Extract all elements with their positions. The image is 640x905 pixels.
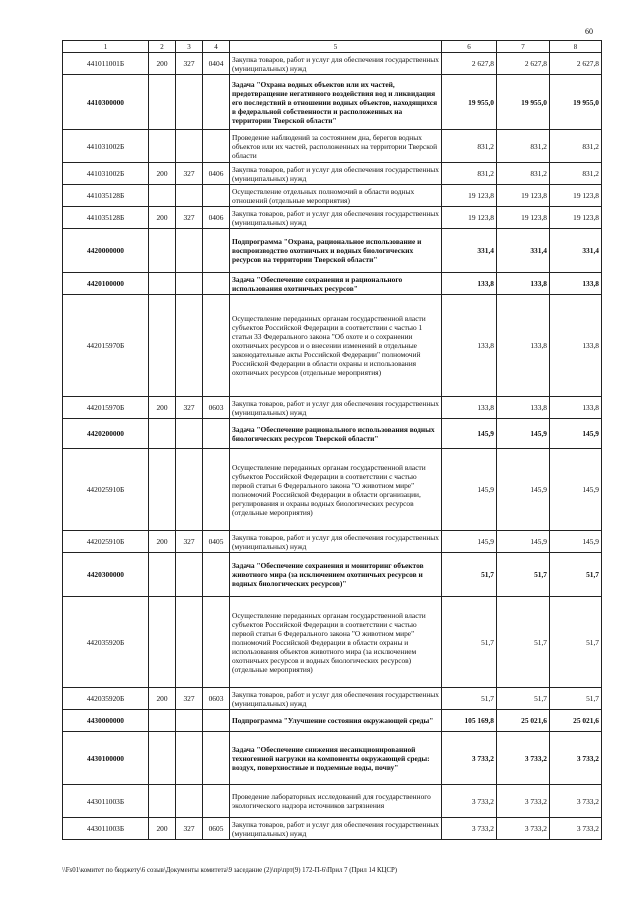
row-name-cell: Осуществление отдельных полномочий в области водных отношений (отдельные мероприятия) xyxy=(230,185,442,207)
row-name-cell: Подпрограмма "Улучшение состояния окружающей среды" xyxy=(230,710,442,732)
row-amount-col8: 145,9 xyxy=(550,449,602,531)
row-col3-cell xyxy=(176,185,203,207)
header-cell: 8 xyxy=(550,41,602,53)
row-amount-col7: 133,8 xyxy=(497,273,550,295)
row-amount-col8: 19 123,8 xyxy=(550,185,602,207)
row-amount-col7: 19 955,0 xyxy=(497,75,550,130)
row-col2-cell: 200 xyxy=(149,163,176,185)
row-name-cell: Проведение лабораторных исследований для государственного экологического надзора источников загрязнения xyxy=(230,785,442,818)
row-col2-cell xyxy=(149,75,176,130)
row-col3-cell xyxy=(176,295,203,397)
row-col4-cell xyxy=(203,419,230,449)
table-row xyxy=(63,710,602,732)
row-amount-col8: 331,4 xyxy=(550,229,602,273)
row-amount-col8: 19 123,8 xyxy=(550,207,602,229)
row-code-cell: 441035128Б xyxy=(63,207,149,229)
row-amount-col6: 133,8 xyxy=(442,273,497,295)
row-col4-cell xyxy=(203,785,230,818)
row-name-cell: Задача "Обеспечение рационального использования водных биологических ресурсов Тверской области" xyxy=(230,419,442,449)
row-amount-col7: 831,2 xyxy=(497,163,550,185)
row-col4-cell xyxy=(203,449,230,531)
table-row xyxy=(63,732,602,785)
row-col2-cell xyxy=(149,449,176,531)
row-col3-cell xyxy=(176,273,203,295)
row-amount-col6: 3 733,2 xyxy=(442,785,497,818)
row-code-cell: 442035920Б xyxy=(63,688,149,710)
row-amount-col6: 51,7 xyxy=(442,688,497,710)
row-col2-cell xyxy=(149,419,176,449)
row-col4-cell: 0603 xyxy=(203,397,230,419)
row-name-cell: Задача "Охрана водных объектов или их частей, предотвращение негативного воздействия вод и ликвидация его последствий в отношении водных объектов, находящихся в федеральной собственности и расположенных на территории Тверской области" xyxy=(230,75,442,130)
row-amount-col8: 51,7 xyxy=(550,688,602,710)
table-row xyxy=(63,419,602,449)
row-name-cell: Задача "Обеспечение сохранения и мониторинг объектов животного мира (за исключением охотничьих ресурсов и водных биологических ресурсов)" xyxy=(230,553,442,597)
row-code-cell: 441031002Б xyxy=(63,163,149,185)
row-amount-col8: 51,7 xyxy=(550,553,602,597)
row-name-cell: Закупка товаров, работ и услуг для обеспечения государственных (муниципальных) нужд xyxy=(230,207,442,229)
row-code-cell: 441035128Б xyxy=(63,185,149,207)
header-cell: 5 xyxy=(230,41,442,53)
row-col2-cell xyxy=(149,130,176,163)
row-amount-col8: 3 733,2 xyxy=(550,732,602,785)
row-amount-col6: 19 123,8 xyxy=(442,185,497,207)
table-row xyxy=(63,531,602,553)
row-col3-cell xyxy=(176,785,203,818)
row-code-cell: 442015970Б xyxy=(63,397,149,419)
row-col2-cell xyxy=(149,295,176,397)
page-number: 60 xyxy=(585,27,593,36)
row-col4-cell xyxy=(203,273,230,295)
row-col3-cell: 327 xyxy=(176,818,203,840)
table-row xyxy=(63,295,602,397)
row-col4-cell xyxy=(203,597,230,688)
row-code-cell: 441011001Б xyxy=(63,53,149,75)
row-amount-col6: 831,2 xyxy=(442,130,497,163)
row-name-cell: Закупка товаров, работ и услуг для обеспечения государственных (муниципальных) нужд xyxy=(230,53,442,75)
table-row xyxy=(63,818,602,840)
row-code-cell: 442025910Б xyxy=(63,531,149,553)
row-code-cell: 4420200000 xyxy=(63,419,149,449)
row-col2-cell xyxy=(149,732,176,785)
row-col3-cell: 327 xyxy=(176,397,203,419)
header-cell: 1 xyxy=(63,41,149,53)
row-col2-cell: 200 xyxy=(149,818,176,840)
row-col4-cell: 0603 xyxy=(203,688,230,710)
row-amount-col8: 145,9 xyxy=(550,419,602,449)
row-name-cell: Закупка товаров, работ и услуг для обеспечения государственных (муниципальных) нужд xyxy=(230,397,442,419)
row-code-cell: 4420300000 xyxy=(63,553,149,597)
row-amount-col8: 133,8 xyxy=(550,273,602,295)
row-code-cell: 4430100000 xyxy=(63,732,149,785)
row-amount-col6: 145,9 xyxy=(442,449,497,531)
table-row xyxy=(63,53,602,75)
row-col2-cell xyxy=(149,710,176,732)
header-cell: 4 xyxy=(203,41,230,53)
row-amount-col6: 3 733,2 xyxy=(442,818,497,840)
row-amount-col8: 51,7 xyxy=(550,597,602,688)
row-col4-cell xyxy=(203,732,230,785)
row-amount-col8: 3 733,2 xyxy=(550,818,602,840)
row-col2-cell: 200 xyxy=(149,397,176,419)
row-name-cell: Закупка товаров, работ и услуг для обеспечения государственных (муниципальных) нужд xyxy=(230,688,442,710)
row-code-cell: 443011003Б xyxy=(63,785,149,818)
row-col4-cell: 0605 xyxy=(203,818,230,840)
table-row xyxy=(63,553,602,597)
row-col4-cell xyxy=(203,710,230,732)
table-row xyxy=(63,75,602,130)
table-header-row xyxy=(63,41,602,53)
row-col2-cell: 200 xyxy=(149,53,176,75)
row-col3-cell xyxy=(176,449,203,531)
row-amount-col7: 19 123,8 xyxy=(497,207,550,229)
row-col3-cell: 327 xyxy=(176,53,203,75)
row-col4-cell: 0406 xyxy=(203,207,230,229)
row-name-cell: Осуществление переданных органам государственной власти субъектов Российской Федерации в соответствии с частью 1 статьи 33 Федерального закона "Об охоте и о сохранении охотничьих ресурсов и о внесении изменений в отдельные законодательные акты Российской Федерации" полномочий Российской Федерации в области охраны и использования охотничьих ресурсов (отдельные мероприятия) xyxy=(230,295,442,397)
row-amount-col8: 831,2 xyxy=(550,130,602,163)
row-col3-cell xyxy=(176,710,203,732)
row-col3-cell xyxy=(176,75,203,130)
row-code-cell: 442015970Б xyxy=(63,295,149,397)
row-col4-cell xyxy=(203,130,230,163)
row-col3-cell: 327 xyxy=(176,688,203,710)
row-col2-cell xyxy=(149,273,176,295)
row-col4-cell xyxy=(203,75,230,130)
row-col3-cell xyxy=(176,732,203,785)
row-amount-col6: 19 955,0 xyxy=(442,75,497,130)
row-col3-cell xyxy=(176,597,203,688)
table-row xyxy=(63,130,602,163)
table-row xyxy=(63,449,602,531)
table-row xyxy=(63,397,602,419)
table-row xyxy=(63,185,602,207)
table-body xyxy=(63,53,602,840)
row-code-cell: 442025910Б xyxy=(63,449,149,531)
row-name-cell: Закупка товаров, работ и услуг для обеспечения государственных (муниципальных) нужд xyxy=(230,163,442,185)
row-name-cell: Проведение наблюдений за состоянием дна, берегов водных объектов или их частей, расположенных на территории Тверской области xyxy=(230,130,442,163)
row-col2-cell xyxy=(149,785,176,818)
row-amount-col8: 133,8 xyxy=(550,397,602,419)
row-amount-col7: 3 733,2 xyxy=(497,818,550,840)
row-amount-col6: 105 169,8 xyxy=(442,710,497,732)
row-amount-col6: 133,8 xyxy=(442,397,497,419)
row-amount-col8: 831,2 xyxy=(550,163,602,185)
row-code-cell: 441031002Б xyxy=(63,130,149,163)
row-amount-col7: 133,8 xyxy=(497,295,550,397)
row-col4-cell: 0406 xyxy=(203,163,230,185)
table-row xyxy=(63,273,602,295)
table-row xyxy=(63,785,602,818)
row-amount-col6: 145,9 xyxy=(442,531,497,553)
row-amount-col7: 25 021,6 xyxy=(497,710,550,732)
row-col4-cell xyxy=(203,295,230,397)
row-amount-col6: 831,2 xyxy=(442,163,497,185)
row-amount-col6: 19 123,8 xyxy=(442,207,497,229)
table-row xyxy=(63,597,602,688)
row-amount-col7: 51,7 xyxy=(497,688,550,710)
row-col3-cell xyxy=(176,419,203,449)
row-amount-col7: 145,9 xyxy=(497,419,550,449)
row-name-cell: Задача "Обеспечение снижения несанкционированной техногенной нагрузки на компоненты окружающей среды: воздух, поверхностные и подземные воды, почву" xyxy=(230,732,442,785)
row-amount-col7: 145,9 xyxy=(497,531,550,553)
row-amount-col7: 19 123,8 xyxy=(497,185,550,207)
row-col2-cell xyxy=(149,597,176,688)
row-amount-col8: 25 021,6 xyxy=(550,710,602,732)
row-col2-cell: 200 xyxy=(149,531,176,553)
row-name-cell: Закупка товаров, работ и услуг для обеспечения государственных (муниципальных) нужд xyxy=(230,818,442,840)
header-cell: 3 xyxy=(176,41,203,53)
row-col4-cell xyxy=(203,185,230,207)
row-amount-col7: 133,8 xyxy=(497,397,550,419)
row-col4-cell: 0405 xyxy=(203,531,230,553)
row-code-cell: 443011003Б xyxy=(63,818,149,840)
row-name-cell: Подпрограмма "Охрана, рациональное использование и воспроизводство охотничьих и водных биологических ресурсов на территории Тверской области" xyxy=(230,229,442,273)
row-col3-cell: 327 xyxy=(176,163,203,185)
row-amount-col7: 51,7 xyxy=(497,597,550,688)
row-col3-cell xyxy=(176,130,203,163)
row-col3-cell: 327 xyxy=(176,531,203,553)
row-amount-col8: 133,8 xyxy=(550,295,602,397)
row-name-cell: Осуществление переданных органам государственной власти субъектов Российской Федерации в соответствии с частью первой статьи 6 Федерального закона "О животном мире" полномочий Российской Федерации в области охраны и использования объектов животного мира (за исключением охотничьих ресурсов и водных биологических ресурсов) (отдельные мероприятия) xyxy=(230,597,442,688)
row-amount-col8: 145,9 xyxy=(550,531,602,553)
row-amount-col8: 2 627,8 xyxy=(550,53,602,75)
row-col2-cell: 200 xyxy=(149,207,176,229)
row-col2-cell xyxy=(149,229,176,273)
row-col4-cell xyxy=(203,229,230,273)
row-col4-cell xyxy=(203,553,230,597)
row-col3-cell xyxy=(176,553,203,597)
row-amount-col7: 51,7 xyxy=(497,553,550,597)
table-row xyxy=(63,688,602,710)
row-code-cell: 4410300000 xyxy=(63,75,149,130)
row-amount-col6: 133,8 xyxy=(442,295,497,397)
row-amount-col8: 3 733,2 xyxy=(550,785,602,818)
header-cell: 6 xyxy=(442,41,497,53)
row-code-cell: 4420000000 xyxy=(63,229,149,273)
row-amount-col6: 3 733,2 xyxy=(442,732,497,785)
row-amount-col7: 3 733,2 xyxy=(497,785,550,818)
row-name-cell: Задача "Обеспечение сохранения и рационального использования охотничьих ресурсов" xyxy=(230,273,442,295)
row-col2-cell xyxy=(149,185,176,207)
table-row xyxy=(63,207,602,229)
row-code-cell: 442035920Б xyxy=(63,597,149,688)
row-amount-col8: 19 955,0 xyxy=(550,75,602,130)
row-code-cell: 4430000000 xyxy=(63,710,149,732)
row-col4-cell: 0404 xyxy=(203,53,230,75)
row-col2-cell xyxy=(149,553,176,597)
row-col3-cell: 327 xyxy=(176,207,203,229)
row-name-cell: Закупка товаров, работ и услуг для обеспечения государственных (муниципальных) нужд xyxy=(230,531,442,553)
row-amount-col7: 2 627,8 xyxy=(497,53,550,75)
row-col2-cell: 200 xyxy=(149,688,176,710)
row-amount-col6: 51,7 xyxy=(442,553,497,597)
row-amount-col6: 2 627,8 xyxy=(442,53,497,75)
table-row xyxy=(63,229,602,273)
row-code-cell: 4420100000 xyxy=(63,273,149,295)
row-amount-col6: 51,7 xyxy=(442,597,497,688)
header-cell: 7 xyxy=(497,41,550,53)
row-name-cell: Осуществление переданных органам государственной власти субъектов Российской Федерации в соответствии с частью первой статьи 6 Федерального закона "О животном мире" полномочий Российской Федерации в области организации, регулирования и охраны водных биологических ресурсов (отдельные мероприятия) xyxy=(230,449,442,531)
table-row xyxy=(63,163,602,185)
row-amount-col7: 331,4 xyxy=(497,229,550,273)
row-amount-col7: 3 733,2 xyxy=(497,732,550,785)
row-amount-col6: 145,9 xyxy=(442,419,497,449)
footer-file-path: \\Fs01\комитет по бюджету\6 созыв\Документы комитета\9 заседание (2)\пр\прт(9) 172-П-6\Прил 7 (Прил 14 КЦСР) xyxy=(62,867,398,874)
row-amount-col7: 831,2 xyxy=(497,130,550,163)
budget-table xyxy=(62,40,602,840)
row-col3-cell xyxy=(176,229,203,273)
header-cell: 2 xyxy=(149,41,176,53)
row-amount-col7: 145,9 xyxy=(497,449,550,531)
row-amount-col6: 331,4 xyxy=(442,229,497,273)
